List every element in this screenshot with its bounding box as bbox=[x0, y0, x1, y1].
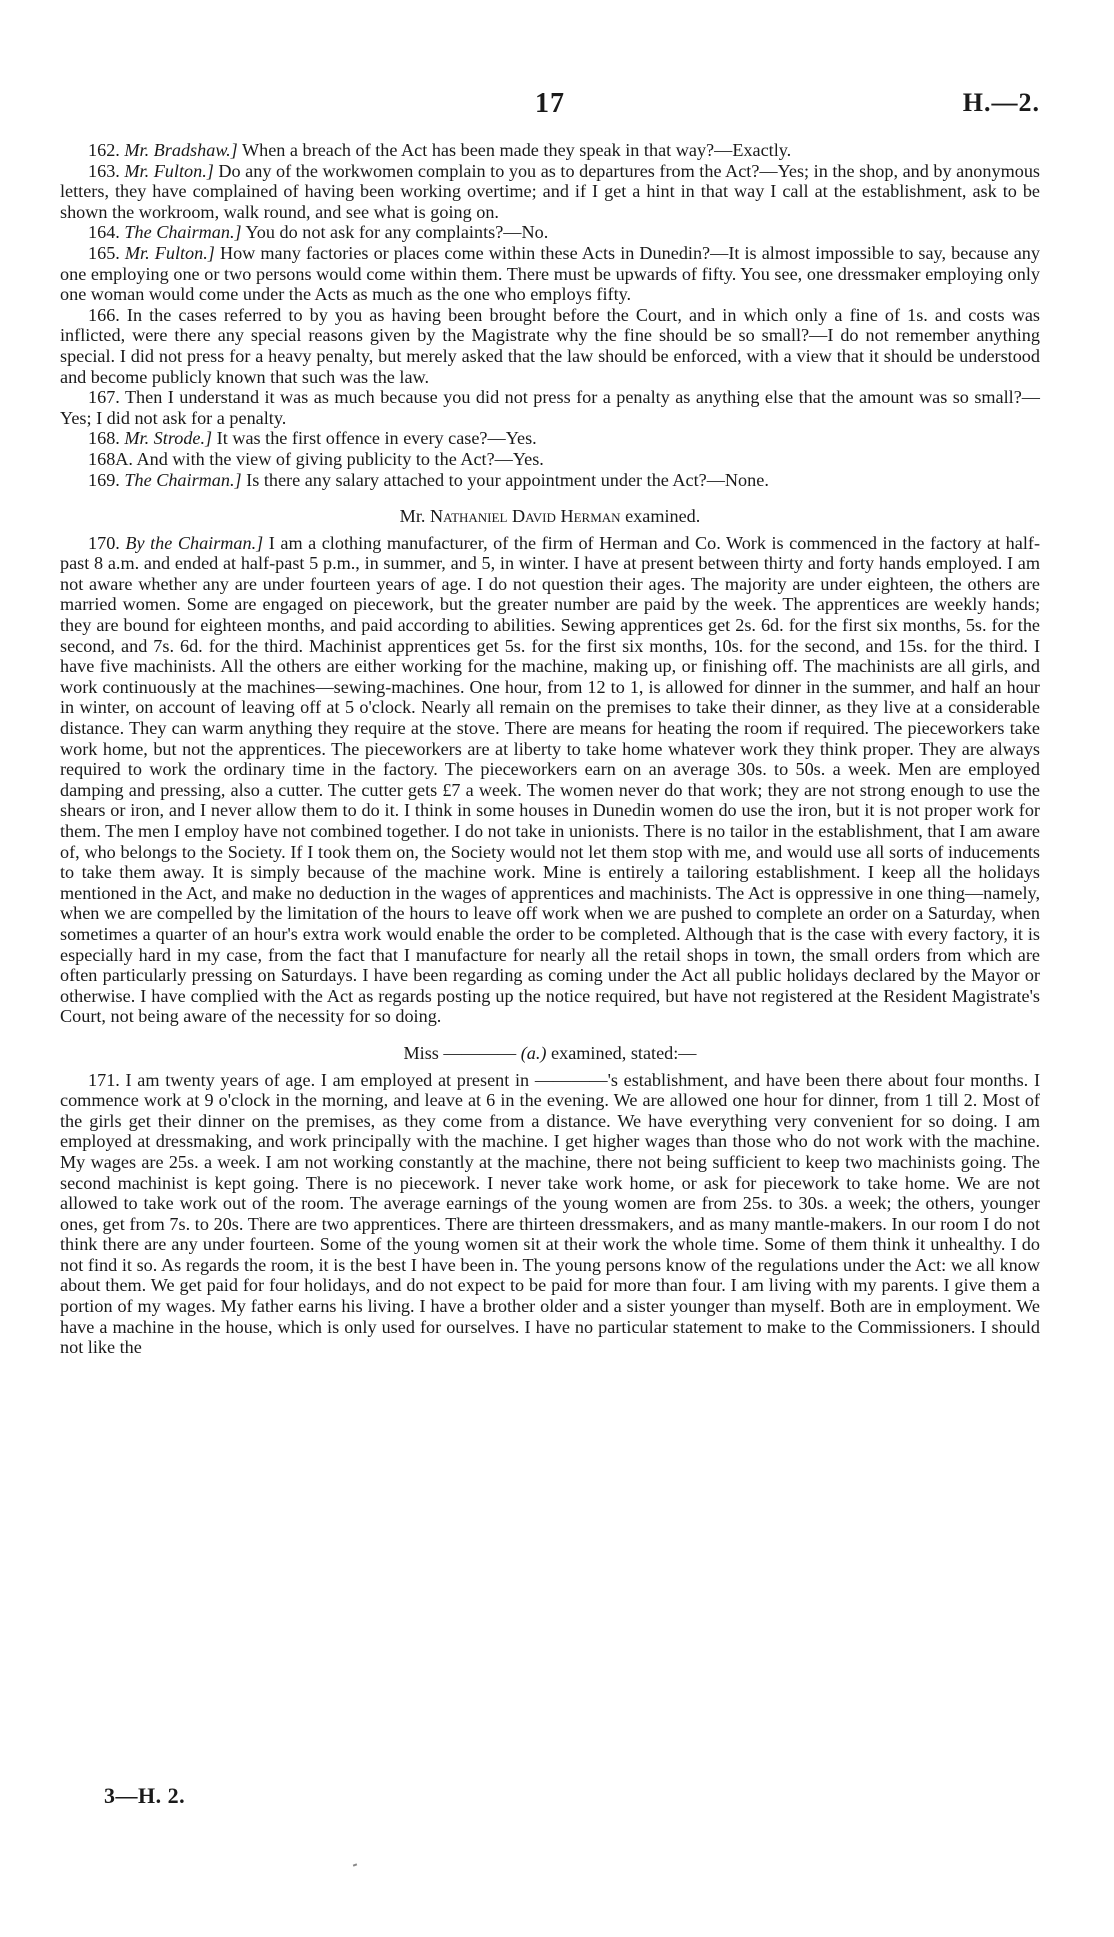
testimony-text: How many factories or places come within these Acts in Dunedin?—It is almost impossible to say, because any one employing one or two persons would come within them. There must be upwards of fifty. You see, one dressmaker employing only one woman would come under the Acts as much as the one who employs fifty. bbox=[60, 242, 1040, 305]
testimony-paragraph bbox=[60, 305, 1040, 387]
document-body bbox=[60, 140, 1040, 1358]
testimony-text: It was the first offence in every case?—Yes. bbox=[212, 428, 537, 449]
testimony-paragraph bbox=[60, 222, 1040, 243]
document-reference: H.—2. bbox=[962, 88, 1040, 117]
question-number: 169. bbox=[88, 469, 120, 490]
testimony-text: I am twenty years of age. I am employed at present in ————'s establishment, and have been there about four months. I commence work at 9 o'clock in the morning, and leave at 6 in the evening. We are allowed one hour for dinner, from 1 till 2. Most of the girls get their dinner on the premises, as they come from a distance. We have everything very convenient for so doing. I am employed at dressmaking, and work principally with the machine. I get higher wages than those who do not work with the machine. My wages are 25s. a week. I am not working constantly at the machine, there not being sufficient to keep two machinists going. The second machinist is kept going. There is no piecework. I never take work home, or ask for piecework to take home. We are not allowed to take work out of the room. The average earnings of the young women are from 25s. to 30s. a week; the others, younger ones, get from 7s. to 20s. There are two apprentices. There are thirteen dressmakers, and as many mantle-makers. In our room I do not think there are any under fourteen. Some of the young women sit at their work the whole time. Some of them think it unhealthy. I do not find it so. As regards the room, it is the best I have been in. The young persons know of the regulations under the Act: we all know about them. We get paid for four holidays, and do not expect to be paid for more than four. I am living with my parents. I give them a portion of my wages. My father earns his living. I have a brother older and a sister younger than myself. Both are in employment. We have a machine in the house, which is only used for ourselves. I have no particular statement to make to the Commissioners. I should not like the bbox=[60, 1069, 1040, 1358]
heading-suffix: examined. bbox=[620, 506, 701, 527]
witness-marker: (a.) bbox=[520, 1042, 547, 1063]
heading-prefix: Miss bbox=[403, 1042, 444, 1063]
testimony-text: When a breach of the Act has been made they speak in that way?—Exactly. bbox=[237, 140, 792, 160]
testimony-text: You do not ask for any complaints?—No. bbox=[241, 222, 549, 243]
testimony-paragraph bbox=[60, 449, 1040, 470]
speaker-label: Mr. Strode.] bbox=[124, 428, 213, 449]
testimony-paragraph bbox=[60, 387, 1040, 428]
testimony-paragraph bbox=[60, 428, 1040, 449]
question-number: 163. bbox=[88, 160, 120, 181]
question-number: 162. bbox=[88, 140, 120, 160]
page-number: 17 bbox=[535, 88, 565, 119]
heading-prefix: Mr. bbox=[399, 506, 430, 527]
witness-name: Nathaniel David Herman bbox=[430, 506, 621, 527]
testimony-text: In the cases referred to by you as having been brought before the Court, and in which only a fine of 1s. and costs was inflicted, were there any special reasons given by the Magistrate why the fine should be so small?—I do not remember anything special. I did not press for a heavy penalty, but merely asked that the law should be enforced, with a view that it should be understood and become publicly known that such was the law. bbox=[60, 304, 1040, 387]
testimony-paragraph bbox=[60, 161, 1040, 223]
witness-name: ———— bbox=[443, 1042, 521, 1063]
testimony-paragraph bbox=[60, 140, 1040, 161]
speaker-label: By the Chairman.] bbox=[125, 532, 264, 553]
stray-mark bbox=[353, 1863, 357, 1866]
testimony-text: Do any of the workwomen complain to you as to departures from the Act?—Yes; in the shop, and by anonymous letters, they have complained of having been working overtime; and if I get a hint in that way I call at the establishment, ask to be shown the workroom, walk round, and see what is going on. bbox=[60, 160, 1041, 222]
testimony-paragraph bbox=[60, 1070, 1040, 1358]
question-number: 167. bbox=[88, 387, 120, 408]
question-number: 171. bbox=[88, 1069, 120, 1090]
question-number: 168. bbox=[88, 428, 120, 449]
question-number: 166. bbox=[88, 304, 120, 325]
testimony-text: And with the view of giving publicity to the Act?—Yes. bbox=[132, 448, 544, 469]
testimony-paragraph bbox=[60, 470, 1040, 491]
speaker-label: Mr. Fulton.] bbox=[124, 242, 215, 263]
witness-heading bbox=[60, 506, 1040, 527]
testimony-paragraph bbox=[60, 243, 1040, 305]
testimony-paragraph bbox=[60, 533, 1040, 1027]
testimony-text: I am a clothing manufacturer, of the firm of Herman and Co. Work is commenced in the factory at half-past 8 a.m. and ended at half-past 5 p.m., in summer, and 5, in winter. I have at present between thirty and forty hands employed. I am not aware whether any are under fourteen years of age. I do not question their ages. The majority are under eighteen, the others are married women. Some are engaged on piecework, but the greater number are paid by the week. The apprentices are weekly hands; they are bound for eighteen months, and paid according to abilities. Sewing apprentices get 2s. 6d. for the first six months, 5s. for the second, and 7s. 6d. for the third. Machinist apprentices get 5s. for the first six months, 10s. for the second, and 15s. for the third. I have five machinists. All the others are either working for the machine, making up, or finishing off. The machinists are all girls, and work continuously at the machines—sewing-machines. One hour, from 12 to 1, is allowed for dinner in the summer, and half an hour in winter, on account of leaving off at 5 o'clock. Nearly all remain on the premises to take their dinner, as they live at a considerable distance. They can warm anything they require at the stove. There are means for heating the room if required. The pieceworkers take work home, but not the apprentices. The pieceworkers are at liberty to take home whatever work they think proper. They are always required to work the ordinary time in the factory. The pieceworkers earn on an average 30s. to 50s. a week. Men are employed damping and pressing, also a cutter. The cutter gets £7 a week. The women never do that work; they are not strong enough to use the shears or iron, and I never allow them to do it. I think in some houses in Dunedin women do use the iron, but it is not proper work for them. The men I employ have not combined together. I do not take in unionists. There is no tailor in the establishment, that I am aware of, who belongs to the Society. If I took them on, the Society would not let them stop with me, and would use all sorts of inducements to take them away. It is simply because of the machine work. Mine is entirely a tailoring establishment. I keep all the holidays mentioned in the Act, and make no deduction in the wages of apprentices and machinists. The Act is oppressive in one thing—namely, when we are compelled by the limitation of the hours to leave off work when we are pushed to complete an order on a Saturday, when sometimes a quarter of an hour's extra work would enable the order to be completed. Although that is the case with every factory, it is especially hard in my case, from the fact that I manufacture for nearly all the retail shops in town, the small orders from which are often particularly pressing on Saturdays. I have been regarding as coming under the Act all public holidays declared by the Mayor or otherwise. I have complied with the Act as regards posting up the notice required, but have not registered at the Resident Magistrate's Court, not being aware of the necessity for so doing. bbox=[60, 532, 1040, 1027]
witness-heading bbox=[60, 1043, 1040, 1064]
heading-suffix: examined, stated:— bbox=[546, 1042, 697, 1063]
question-number: 168A. bbox=[88, 448, 133, 469]
speaker-label: Mr. Fulton.] bbox=[124, 160, 214, 181]
speaker-label: Mr. Bradshaw.] bbox=[124, 140, 238, 160]
document-page bbox=[60, 0, 1040, 1937]
question-number: 164. bbox=[88, 222, 120, 243]
speaker-label: The Chairman.] bbox=[124, 469, 242, 490]
testimony-text: Is there any salary attached to your appointment under the Act?—None. bbox=[241, 469, 769, 490]
signature-mark: 3—H. 2. bbox=[104, 1783, 186, 1808]
question-number: 165. bbox=[88, 242, 120, 263]
question-number: 170. bbox=[88, 532, 120, 553]
testimony-text: Then I understand it was as much because you did not press for a penalty as anything else that the amount was so small?—Yes; I did not ask for a penalty. bbox=[60, 387, 1040, 428]
speaker-label: The Chairman.] bbox=[124, 222, 242, 243]
page-header bbox=[60, 88, 1040, 122]
